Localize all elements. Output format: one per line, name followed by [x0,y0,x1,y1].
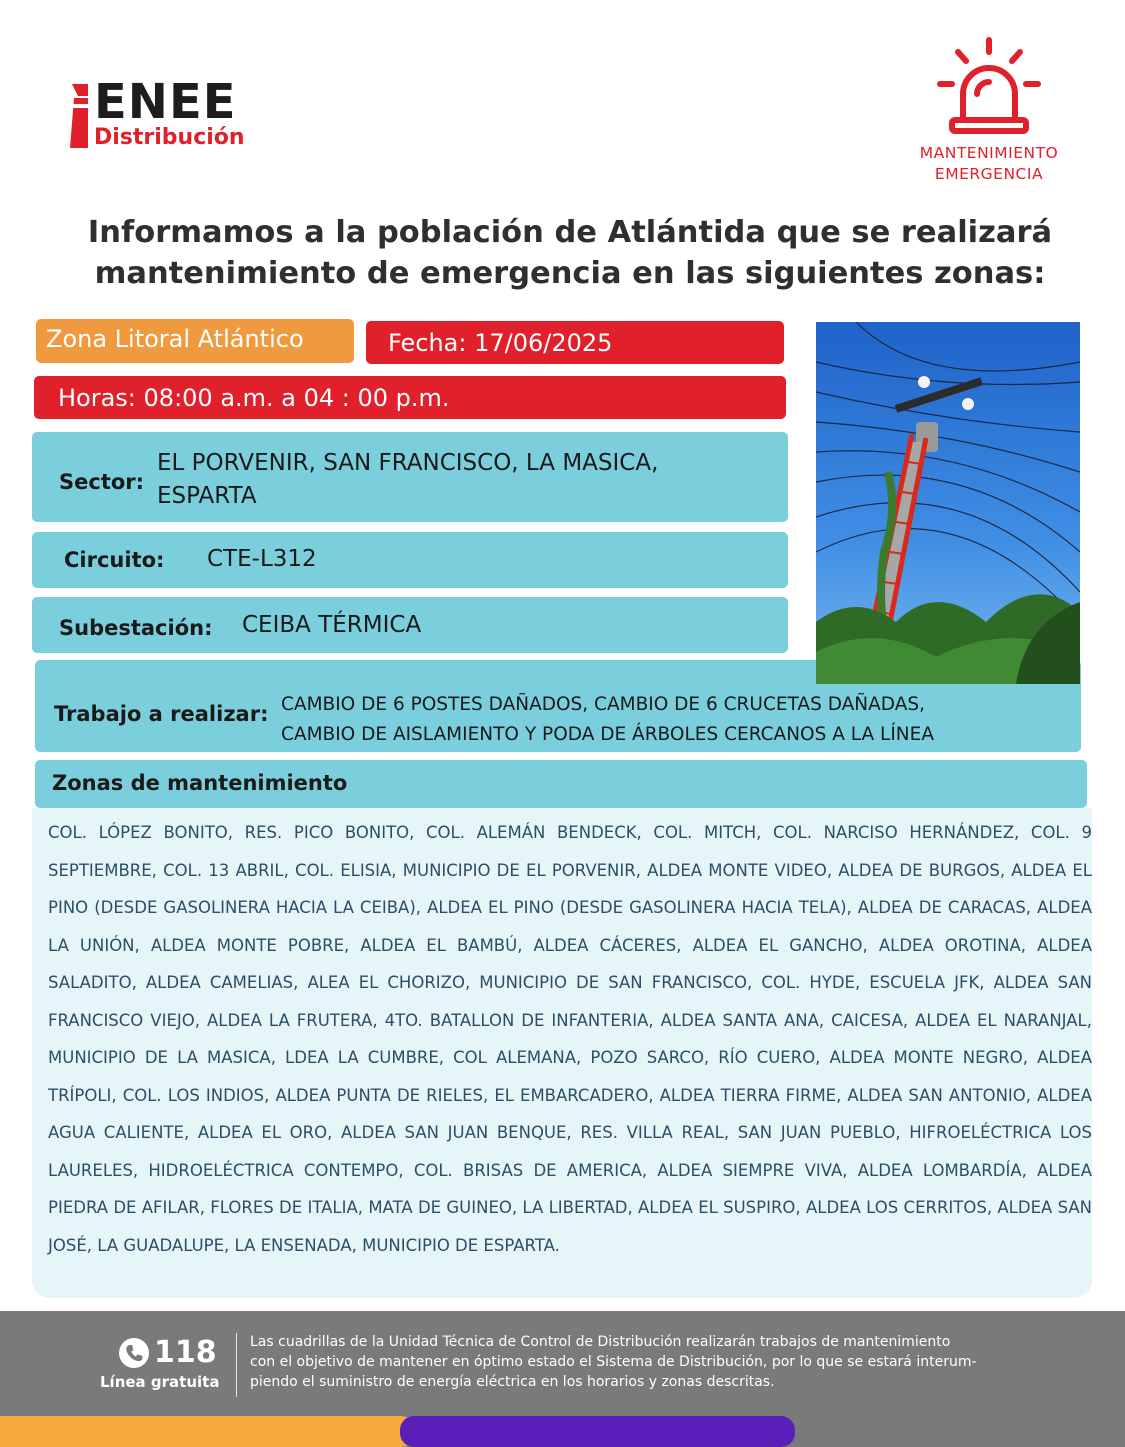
footer-notice-line2: con el objetivo de mantener en óptimo estado el Sistema de Distribución, por lo que se estará interum- [250,1354,977,1370]
substation-value: CEIBA TÉRMICA [242,612,422,638]
sector-label: Sector: [59,470,145,494]
emergency-badge [896,36,1082,188]
zones-list-box [32,808,1092,1298]
footer-notice-line3: piendo el suministro de energía eléctrica en los horarios y zonas descritas. [250,1374,775,1390]
badge-label-line1: MANTENIMIENTO [919,144,1059,162]
zone-pill: Zona Litoral Atlántico [36,319,354,363]
work-value-line2: CAMBIO DE AISLAMIENTO Y PODA DE ÁRBOLES CERCANOS A LA LÍNEA [281,724,934,745]
enee-logo-mark-icon [66,84,88,148]
hotline-label: Línea gratuita [100,1373,220,1391]
substation-label: Subestación: [59,616,213,640]
work-value-line1: CAMBIO DE 6 POSTES DAÑADOS, CAMBIO DE 6 CRUCETAS DAÑADAS, [281,694,925,715]
footer-orange-bar [0,1416,415,1447]
footer-divider [236,1333,237,1397]
hotline [118,1335,218,1375]
sector-row [32,432,788,522]
footer-purple-bar [400,1416,795,1447]
logo-subtitle: Distribución [94,125,245,150]
zones-header [35,760,1087,808]
sector-value-line1: EL PORVENIR, SAN FRANCISCO, LA MASICA, [157,450,659,476]
badge-label-line2: EMERGENCIA [934,165,1044,183]
date-pill: Fecha: 17/06/2025 [366,321,784,364]
enee-logo [64,74,294,152]
footer-notice [250,1332,1060,1392]
work-label: Trabajo a realizar: [54,702,269,726]
zones-title: Zonas de mantenimiento [52,771,348,795]
headline-line2: mantenimiento de emergencia en las siguientes zonas: [94,256,1046,291]
footer-notice-line1: Las cuadrillas de la Unidad Técnica de Control de Distribución realizarán trabajos de mantenimiento [250,1334,951,1350]
headline-line1: Informamos a la población de Atlántida que se realizará [87,215,1053,250]
maintenance-photo [816,322,1080,684]
sector-value-line2: ESPARTA [157,483,257,509]
circuit-label: Circuito: [64,548,165,572]
circuit-value: CTE-L312 [207,546,317,572]
hotline-number: 118 [154,1335,217,1370]
substation-row [32,597,788,653]
siren-icon [936,36,1042,138]
zones-list-text: COL. LÓPEZ BONITO, RES. PICO BONITO, COL. ALEMÁN BENDECK, COL. MITCH, COL. NARCISO HERNÁNDEZ, COL. 9 SEPTIEMBRE, COL. 13 ABRIL, COL. ELISIA, MUNICIPIO DE EL PORVENIR, ALDEA MONTE VIDEO, ALDEA DE BURGOS, ALDEA EL PINO (DESDE GASOLINERA HACIA LA CEIBA), ALDEA EL PINO (DESDE GASOLINERA HACIA TELA), ALDEA DE CARACAS, ALDEA LA UNIÓN, ALDEA MONTE POBRE, ALDEA EL BAMBÚ, ALDEA CÁCERES, ALDEA EL GANCHO, ALDEA OROTINA, ALDEA SALADITO, ALDEA CAMELIAS, ALEA EL CHORIZO, MUNICIPIO DE SAN FRANCISCO, COL. HYDE, ESCUELA JFK, ALDEA SAN FRANCISCO VIEJO, ALDEA LA FRUTERA, 4TO. BATALLON DE INFANTERIA, ALDEA SANTA ANA, CAICESA, ALDEA EL NARANJAL, MUNICIPIO DE LA MASICA, LDEA LA CUMBRE, COL ALEMANA, POZO SARCO, RÍO CUERO, ALDEA MONTE NEGRO, ALDEA TRÍPOLI, COL. LOS INDIOS, ALDEA PUNTA DE RIELES, EL EMBARCADERO, ALDEA TIERRA FIRME, ALDEA SAN ANTONIO, ALDEA AGUA CALIENTE, ALDEA EL ORO, ALDEA SAN JUAN BENQUE, RES. VILLA REAL, SAN JUAN PUEBLO, HIFROELÉCTRICA LOS LAURELES, HIDROELÉCTRICA CONTEMPO, COL. BRISAS DE AMERICA, ALDEA SIEMPRE VIVA, ALDEA LOMBARDÍA, ALDEA PIEDRA DE AFILAR, FLORES DE ITALIA, MATA DE GUINEO, LA LIBERTAD, ALDEA EL SUSPIRO, ALDEA LOS CERRITOS, ALDEA SAN JOSÉ, LA GUADALUPE, LA ENSENADA, MUNICIPIO DE ESPARTA. [48,823,1092,1255]
phone-icon [118,1337,150,1369]
footer [0,1311,1125,1447]
announcement-headline [40,212,1100,294]
sector-value [157,447,658,513]
logo-wordmark: ENEE [94,74,237,130]
circuit-row [32,532,788,588]
work-value [281,690,934,750]
hours-pill: Horas: 08:00 a.m. a 04 : 00 p.m. [34,376,786,419]
